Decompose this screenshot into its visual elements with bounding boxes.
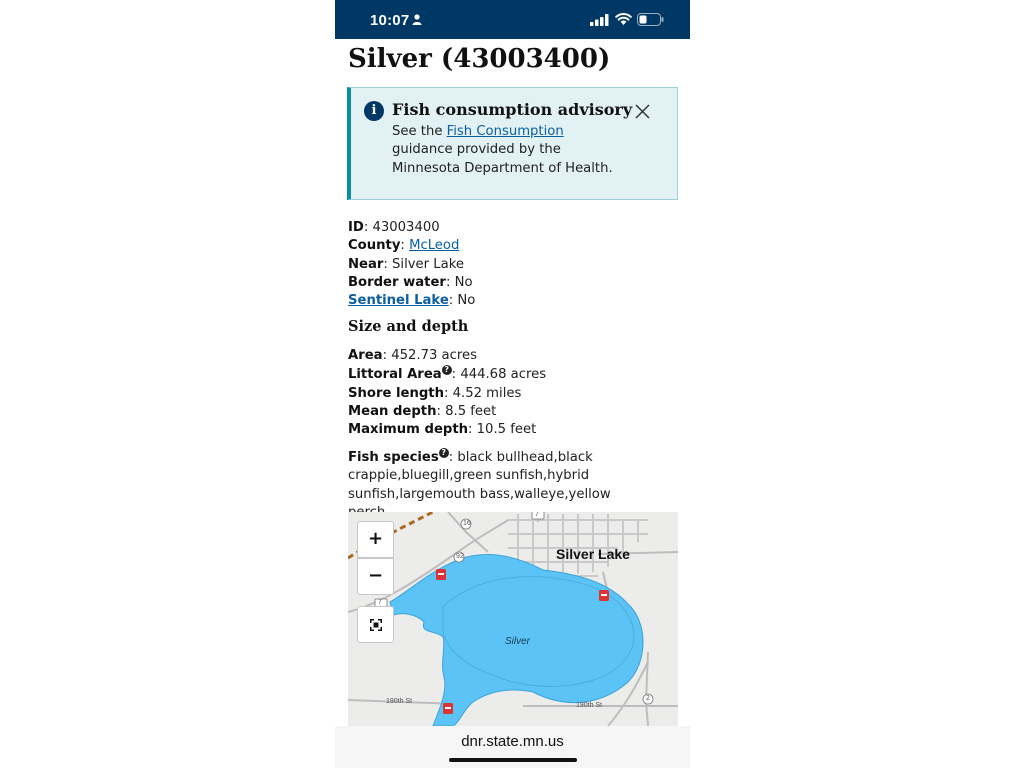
lake-id-row: ID: 43003400 (348, 220, 440, 235)
status-time: 10:07 (370, 12, 410, 29)
person-icon (412, 14, 422, 25)
fish-consumption-advisory (347, 87, 678, 200)
max-depth-row: Maximum depth: 10.5 feet (348, 422, 537, 438)
county-link[interactable]: McLeod (409, 238, 460, 254)
route-shield: 2 (646, 695, 650, 702)
fullscreen-icon (369, 618, 383, 632)
fish-consumption-link[interactable]: Fish Consumption (446, 124, 564, 139)
route-shield: 92 (456, 553, 464, 560)
status-bar (335, 0, 690, 39)
signal-icon (590, 14, 609, 26)
road-label: 190th St (576, 702, 603, 709)
url-text[interactable]: dnr.state.mn.us (461, 733, 564, 750)
size-depth-heading: Size and depth (348, 318, 469, 335)
lake-info (348, 219, 475, 310)
map-town-label: Silver Lake (556, 546, 630, 562)
route-shield: 16 (463, 520, 471, 527)
shore-length-row: Shore length: 4.52 miles (348, 385, 522, 401)
close-icon[interactable] (635, 104, 650, 119)
help-icon[interactable]: ? (442, 365, 452, 375)
advisory-text: See the Fish Consumption guidance provided by the Minnesota Department of Health. (392, 124, 613, 176)
page-title: Silver (43003400) (348, 44, 611, 74)
route-shield: 7 (535, 512, 539, 518)
size-depth-info (348, 347, 546, 439)
zoom-out-button[interactable]: − (357, 558, 394, 595)
mean-depth-row: Mean depth: 8.5 feet (348, 403, 497, 419)
home-indicator (449, 758, 577, 762)
sentinel-lake-link[interactable]: Sentinel Lake (348, 293, 449, 309)
border-water-row: Border water: No (348, 274, 473, 290)
help-icon[interactable]: ? (439, 448, 449, 458)
road-label: 190th St (386, 698, 413, 705)
fullscreen-button[interactable] (357, 606, 394, 643)
battery-icon (637, 13, 664, 26)
info-icon: i (364, 101, 384, 121)
sentinel-lake-row: Sentinel Lake: No (348, 293, 476, 309)
route-shield: 7 (378, 599, 382, 606)
near-row: Near: Silver Lake (348, 256, 464, 272)
county-row: County: McLeod (348, 238, 460, 254)
lake-map[interactable] (348, 512, 678, 726)
advisory-title: Fish consumption advisory (392, 100, 633, 119)
browser-url-bar[interactable] (335, 726, 690, 768)
zoom-in-button[interactable]: + (357, 521, 394, 558)
littoral-area-row: Littoral Area ? : 444.68 acres (348, 365, 547, 383)
map-lake-label: Silver (505, 636, 531, 647)
area-row: Area: 452.73 acres (348, 348, 477, 363)
map-canvas[interactable] (348, 512, 678, 726)
fish-species-row: Fish species ? : black bullhead,black crappie,bluegill,green sunfish,hybrid sunfish,largemouth bass,walleye,yellow (348, 448, 611, 502)
phone-screen (335, 0, 690, 768)
wifi-icon (615, 12, 632, 26)
